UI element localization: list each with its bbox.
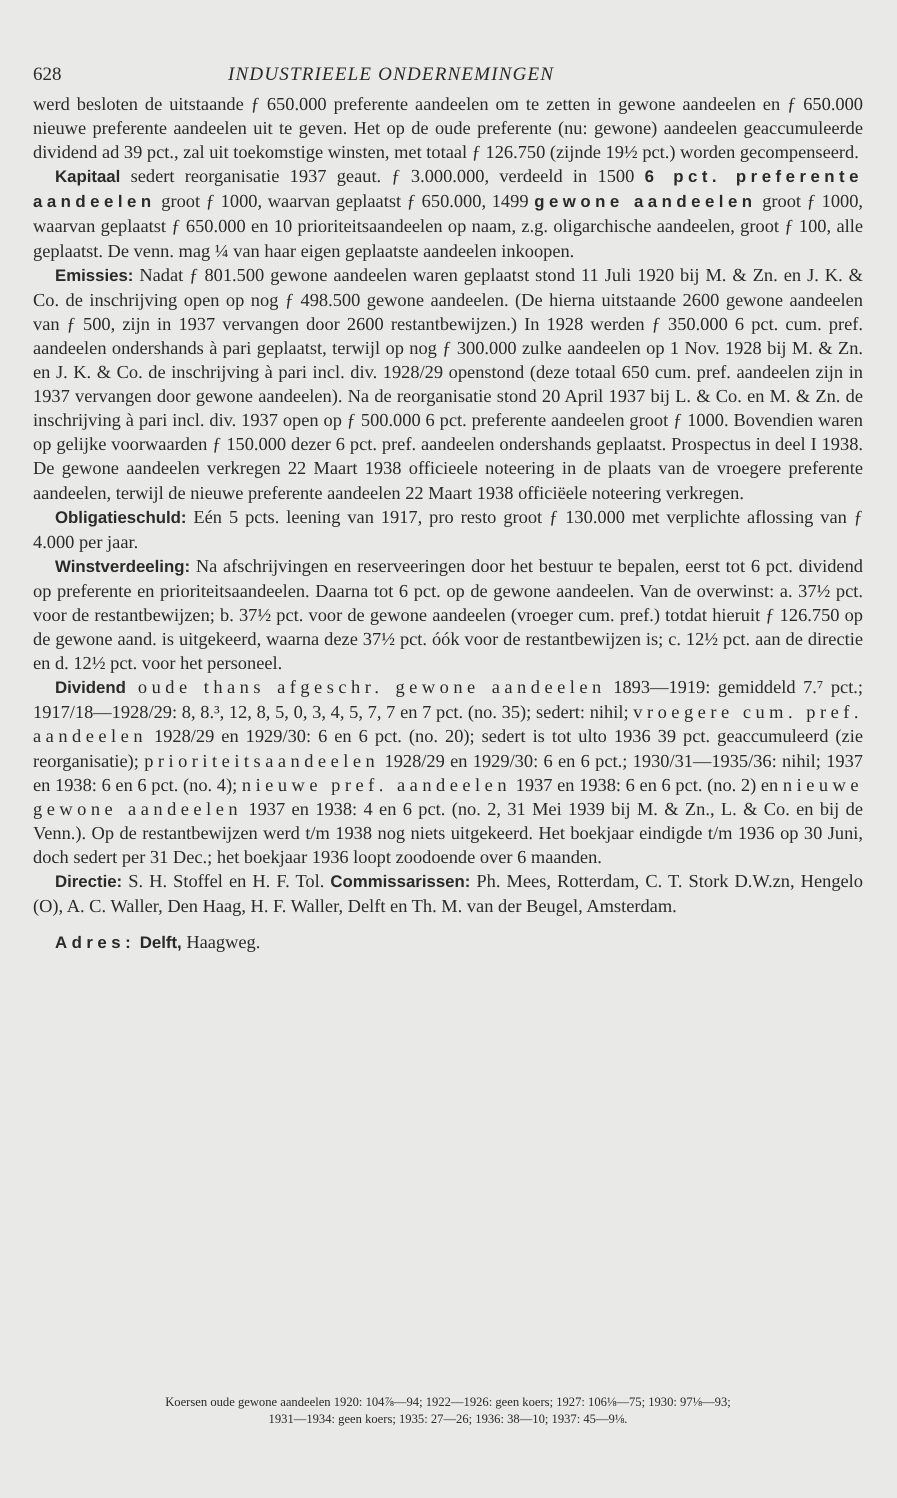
dividend-text-2: 1928/29 en 1929/30: 6 en 6 pct. (no. 20); sedert is tot ulto 1936 39 pct. geaccumuleerd (zie reorganisatie); [33,726,863,771]
commissarissen-heading: Commissarissen: [330,872,471,891]
adres-label: Adres: [55,933,136,953]
dividend-text-1: 1893—1919: gemiddeld 7.⁷ pct.; 1917/18—1928/29: 8, 8.³, 12, 8, 5, 0, 3, 4, 5, 7, 7 en 7 pct. (no. 35); sedert: nihil; [33,677,864,723]
emissies-heading: Emissies: [55,265,134,285]
running-title: INDUSTRIEELE ONDERNEMINGEN [228,64,555,85]
commissarissen-text: Ph. Mees, Rotterdam, C. T. Stork D.W.zn, Hengelo (O), A. C. Waller, Den Haag, H. F. Waller, Delft en Th. M. van der Beugel, Amsterdam. [33,871,863,917]
winstverdeeling-heading: Winstverdeeling: [55,556,191,576]
dividend-text-4: 1937 en 1938: 6 en 6 pct. (no. 2) en [511,774,783,795]
kapitaal-heading: Kapitaal [55,167,121,187]
obligatieschuld-heading: Obligatieschuld: [55,507,187,527]
dividend-spaced-4: nieuwe pref. aandeelen [241,774,512,795]
winstverdeeling-text: Na afschrijvingen en reserveeringen door het bestuur te bepalen, eerst tot 6 pct. dividend op preferente en prioriteitsaandeelen. Daarna tot 6 pct. op de gewone aandeelen. Van de overwinst: a. 37½ pct. voor de restantbewijzen; b. 37½ pct. voor de gewone aandeelen (vroeger cum. pref.) totdat hieruit ƒ 126.750 op de gewone aand. is uitgekeerd, waarna deze 37½ pct. óók voor de restantbewijzen is; c. 12½ pct. aan de directie en d. 12½ pct. voor het personeel. [33,555,863,674]
dividend-heading: Dividend [55,678,126,698]
footnote-line-2: 1931—1934: geen koers; 1935: 27—26; 1936: 38—10; 1937: 45—9⅛. [268,1412,628,1426]
dividend-spaced-1: oude thans afgeschr. gewone aandeelen [125,677,606,698]
kapitaal-spaced-2: gewone aandeelen [534,192,757,212]
dividend-text-3: 1928/29 en 1929/30: 6 en 6 pct.; 1930/31—1935/36: nihil; 1937 en 1938: 6 en 6 pct. (no. 4); [33,750,863,795]
kapitaal-text-3: groot ƒ 1000, waarvan geplaatst ƒ 650.000 en 10 prioriteitsaandeelen op naam, z.g. oligarchische aandeelen, groot ƒ 100, alle geplaatst. De venn. mag ¼ van haar eigen geplaatste aandeelen inkoopen. [33,191,864,261]
obligatieschuld-text: Eén 5 pcts. leening van 1917, pro resto groot ƒ 130.000 met verplichte aflossing van ƒ 4.000 per jaar. [33,506,863,552]
dividend-paragraph [33,675,863,869]
page-number: 628 [33,64,62,85]
directie-heading: Directie: [55,872,123,891]
adres-street: Haagweg. [181,932,261,953]
emissies-paragraph [33,263,863,505]
obligatieschuld-paragraph [33,505,863,554]
dividend-spaced-5: nieuwe gewone aandeelen [33,774,863,819]
dividend-spaced-2: vroegere cum. pref. aandeelen [33,702,863,747]
adres-paragraph [33,930,863,955]
intro-paragraph: werd besloten de uitstaande ƒ 650.000 preferente aandeelen om te zetten in gewone aandeelen en ƒ 650.000 nieuwe preferente aandeelen uit te geven. Het op de oude preferente (nu: gewone) aandeelen geaccumuleerde dividend ad 39 pct., zal uit toekomstige winsten, met totaal ƒ 126.750 (zijnde 19½ pct.) worden gecompenseerd. [33,94,863,163]
directie-text: S. H. Stoffel en H. F. Tol. [122,871,331,891]
footnote-koersen [33,1394,863,1428]
kapitaal-paragraph [33,164,863,262]
winstverdeeling-paragraph [33,554,863,675]
dividend-text-5: 1937 en 1938: 4 en 6 pct. (no. 2, 31 Mei 1939 bij M. & Zn., L. & Co. en bij de Venn.). Op de restantbewijzen werd t/m 1938 nog niets uitgekeerd. Het boekjaar eindigde t/m 1936 op 30 Juni, doch sedert per 31 Dec.; het boekjaar 1936 loopt zoodoende over 6 maanden. [33,798,863,867]
adres-city: Delft, [139,933,182,953]
directie-paragraph [33,869,863,918]
body-text [33,92,863,955]
kapitaal-text-2: groot ƒ 1000, waarvan geplaatst ƒ 650.000, 1499 [155,191,535,212]
kapitaal-spaced-1: 6 pct. preferente aandeelen [33,167,863,212]
dividend-spaced-3: prioriteitsaandeelen [144,750,380,771]
kapitaal-text-1: sedert reorganisatie 1937 geaut. ƒ 3.000.000, verdeeld in 1500 [120,166,645,187]
emissies-text: Nadat ƒ 801.500 gewone aandeelen waren geplaatst stond 11 Juli 1920 bij M. & Zn. en J. K. & Co. de inschrijving open op nog ƒ 498.500 gewone aandeelen. (De hierna uitstaande 2600 gewone aandeelen van ƒ 500, zijn in 1937 vervangen door 2600 restantbewijzen.) In 1928 werden ƒ 350.000 6 pct. cum. pref. aandeelen ondershands à pari geplaatst, terwijl op nog ƒ 300.000 zulke aandeelen op 1 Nov. 1928 bij M. & Zn. en J. K. & Co. de inschrijving à pari incl. div. 1928/29 openstond (deze totaal 650 cum. pref. aandeelen zijn in 1937 vervangen door gewone aandeelen). Na de reorganisatie stond 20 April 1937 bij L. & Co. en M. & Zn. de inschrijving à pari incl. div. 1937 open op ƒ 500.000 6 pct. preferente aandeelen groot ƒ 1000. Bovendien waren op gelijke voorwaarden ƒ 150.000 dezer 6 pct. pref. aandeelen ondershands geplaatst. Prospectus in deel I 1938. De gewone aandeelen verkregen 22 Maart 1938 officieele noteering in de plaats van de vroegere preferente aandeelen, terwijl de nieuwe preferente aandeelen 22 Maart 1938 officiëele noteering verkregen. [33,264,863,503]
footnote-line-1: Koersen oude gewone aandeelen 1920: 104⅞—94; 1922—1926: geen koers; 1927: 106⅛—75; 1930: 97⅛—93; [165,1395,731,1409]
running-header [33,60,863,92]
